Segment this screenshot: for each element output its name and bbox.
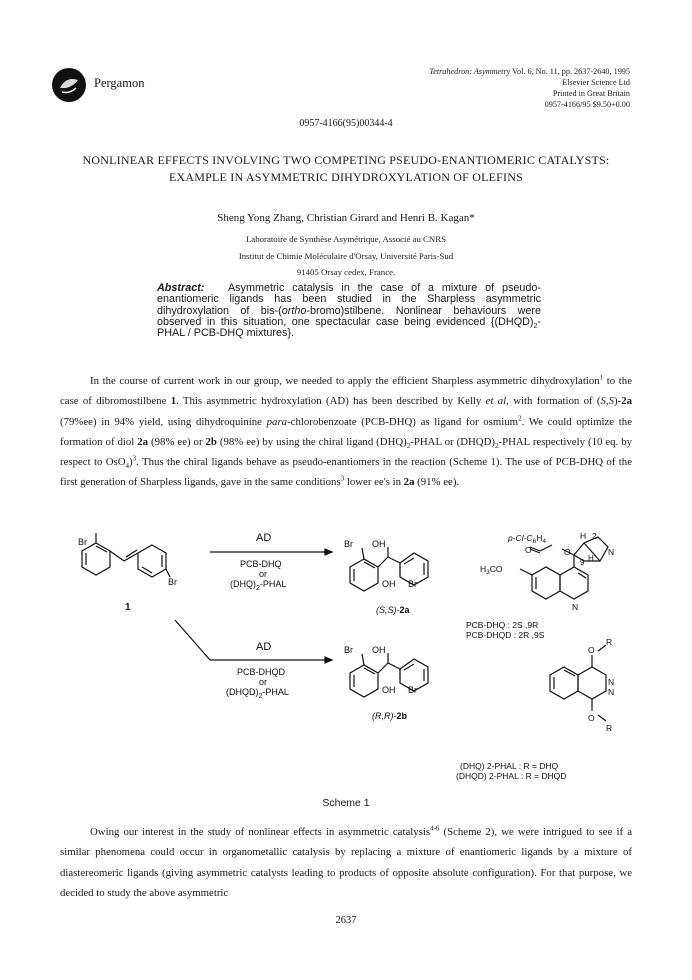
br-label-2b: Br — [344, 645, 353, 655]
label-r-top: R — [606, 637, 613, 647]
phal-dhqd: (DHQD) 2-PHAL : R = DHQD — [456, 771, 567, 781]
printed-line: Printed in Great Britain — [552, 89, 630, 98]
phal-dhq: (DHQ) 2-PHAL : R = DHQ — [460, 761, 559, 771]
label-r-bottom: R — [606, 723, 613, 733]
reagent-a1: PCB-DHQ — [240, 559, 282, 569]
quinoline-ring-b — [560, 567, 588, 599]
title-line-2: EXAMPLE IN ASYMMETRIC DIHYDROXYLATION OF OLEFINS — [169, 170, 523, 184]
or-label-b: or — [259, 677, 268, 687]
product-2a-label: (S,S)-2a — [376, 605, 410, 615]
label-o-bottom: O — [588, 713, 595, 723]
label-o-ester: O — [564, 547, 571, 557]
abstract-label: Abstract: — [157, 282, 205, 294]
label-9: 9 — [580, 558, 585, 567]
methoxy-label: $H_3CO$ — [480, 564, 503, 576]
br-label-1a: Br — [78, 537, 87, 547]
journal-citation: Tetrahedron: Asymmetry Vol. 6, No. 11, pp. 2637-2640, 1995 — [429, 67, 630, 76]
label-n2: N — [608, 687, 615, 697]
cfg-dhqd: PCB-DHQD : 2R ,9S — [466, 630, 545, 640]
scheme-caption: Scheme 1 — [322, 797, 370, 809]
issn-price: 0957-4166/95 $9.50+0.00 — [544, 100, 630, 109]
phthalazine-ring-b — [578, 667, 606, 699]
label-n-quinoline: N — [572, 602, 579, 612]
reagent-b2-line: $(DHQD)_2$-PHAL — [226, 687, 289, 700]
paper-title — [40, 152, 652, 186]
abstract: Abstract: Asymmetric catalysis in the case of a mixture of pseudo-enantiomeric ligands has been studied in the Sharpless asymmetric dihydroxylation of bis-(ortho-bromo)stilbene. Nonlinear behaviours were observed in this situation, one spectacular case being evidenced {$(DHQD)_2$-PHAL / PCB-DHQ mixtures}. — [157, 282, 541, 340]
label-h-2: H — [580, 531, 587, 541]
reagent-a2-line: $(DHQ)_2$-PHAL — [230, 579, 287, 592]
product-2b-label: (R,R)-2b — [372, 711, 408, 721]
affiliation-lab: Laboratoire de Synthèse Asymétrique, Associé au CNRS — [245, 234, 447, 244]
ad-label-bottom: AD — [256, 641, 272, 653]
publisher-name: Pergamon — [94, 76, 145, 90]
cfg-dhq: PCB-DHQ : 2S ,9R — [466, 620, 539, 630]
or-label-a: or — [259, 569, 268, 579]
oh-label-2b-top: OH — [372, 645, 386, 655]
oh-label-2b-bottom: OH — [382, 685, 396, 695]
title-line-1: NONLINEAR EFFECTS INVOLVING TWO COMPETING PSEUDO-ENANTIOMERIC CATALYSTS: — [82, 153, 610, 167]
br-label-1b: Br — [168, 577, 177, 587]
label-n1: N — [608, 677, 615, 687]
publisher-logo — [52, 68, 86, 102]
ad-label-top: AD — [256, 532, 272, 544]
authors: Sheng Yong Zhang, Christian Girard and Henri B. Kagan* — [217, 212, 475, 224]
paragraph-intro: In the course of current work in our group, we needed to apply the efficient Sharpless asymmetric dihydroxylation$^1$ to the case of dibromostilbene 1. This asymmetric hydroxylation (AD) has been described by Kelly et al, with formation of (S,S)-2a (79%ee) in 94% yield, using dihydroquinine para-chlorobenzoate (PCB-DHQ) as ligand for osmium$^2$. We could optimize the formation of diol 2a (98% ee) or 2b (98% ee) by using the chiral ligand $(DHQ)_2$-PHAL or $(DHQD)_2$-PHAL respectively (10 eq. by respect to OsO$_4$)$^3$. Thus the chiral ligands behave as pseudo-enantiomers in the reaction (Scheme 1). The use of PCB-DHQ of the first generation of Sharpless ligands, gave in the same conditions$^3$ lower ee's in 2a (91% ee). — [60, 373, 633, 489]
label-o-carbonyl: O — [525, 545, 532, 555]
br-label-2a: Br — [344, 539, 353, 549]
affiliation-address: 91405 Orsay cedex, France. — [296, 267, 396, 277]
label-o-top: O — [588, 645, 595, 655]
paragraph-nonlinear: Owing our interest in the study of nonlinear effects in asymmetric catalysis$^{4-6}$ (Scheme 2), we were intrigued to see if a similar phenomena could occur in organometallic catalysis by replacing a mixture of enantiomeric ligands by a mixture of diastereomeric ligands (giving asymmetric catalysts leading to products of opposite absolute configuration). For that purpose, we decided to study the above asymmetric — [60, 824, 632, 899]
copyright-line: Elsevier Science Ltd — [562, 78, 630, 87]
oh-label-2a-bottom: OH — [382, 579, 396, 589]
label-2: 2 — [592, 531, 597, 541]
compound-1-label: 1 — [125, 602, 131, 613]
br-label-2a-bottom: Br — [408, 579, 417, 589]
reagent-b1: PCB-DHQD — [237, 667, 286, 677]
page-number: 2637 — [335, 915, 357, 926]
affiliation-institute: Institut de Chimie Moléculaire d'Orsay, Université Paris-Sud — [238, 251, 454, 261]
article-code: 0957-4166(95)00344-4 — [299, 118, 393, 129]
pcb-substituent: $p-Cl-C_6H_4$ — [508, 533, 546, 545]
br-label-2b-bottom: Br — [408, 685, 417, 695]
scheme-1-figure — [60, 515, 640, 790]
journal-reference — [429, 66, 630, 110]
oh-label-2a-top: OH — [372, 539, 386, 549]
label-h-9: H — [588, 554, 594, 563]
label-n-quinuclidine: N — [608, 547, 615, 557]
